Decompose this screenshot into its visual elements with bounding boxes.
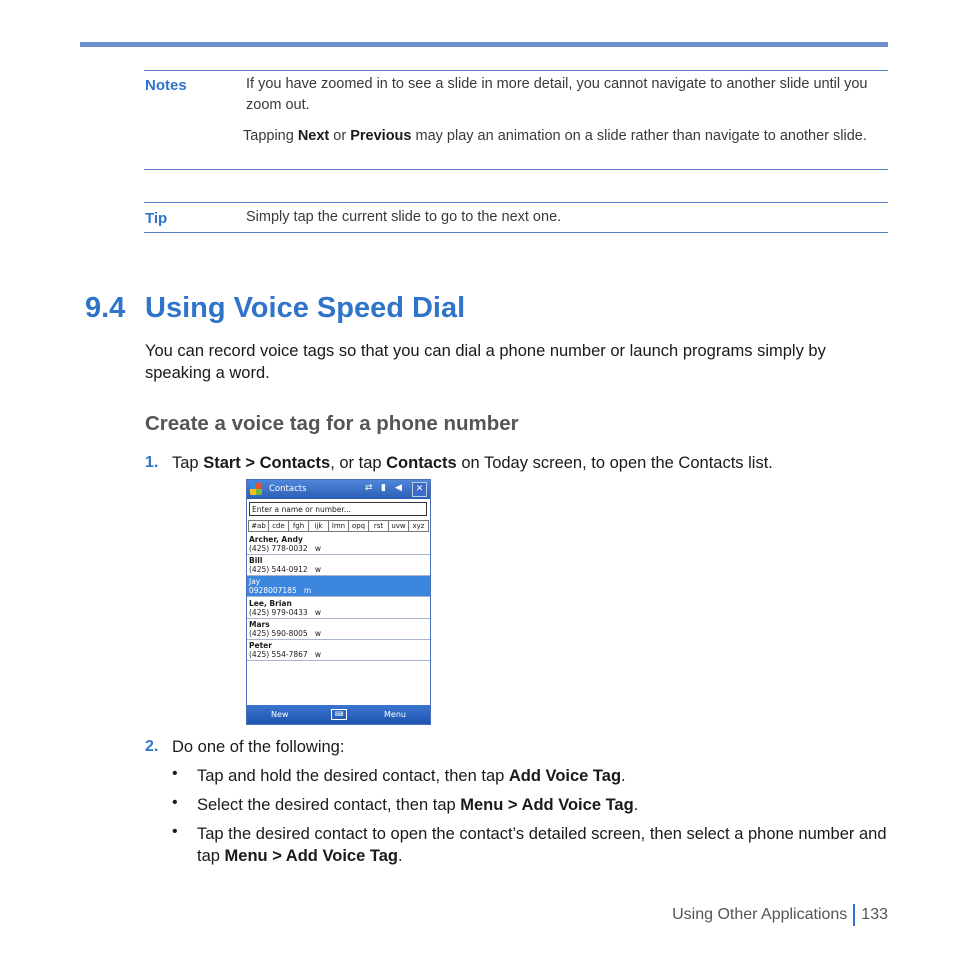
step-2-number: 2. [145,738,159,755]
alpha-tab: opq [349,520,369,532]
alpha-tab: rst [369,520,389,532]
alpha-tab: uvw [389,520,409,532]
notes-top-rule [144,70,888,71]
alpha-tab: ijk [309,520,329,532]
contact-row-selected: Jay 0928007185 m [247,576,430,597]
footer-section: Using Other Applications [672,906,848,924]
tip-bottom-rule [144,232,888,233]
section-title: Using Voice Speed Dial [145,292,466,324]
contact-row: Lee, Brian (425) 979-0433 w [247,598,430,619]
bullet-item-3: Tap the desired contact to open the contact’s detailed screen, then select a phone number and tap Menu > Add Voice Tag. [197,825,887,865]
alpha-tab: #ab [248,520,269,532]
header-rule [80,42,888,47]
phone-search-input: Enter a name or number... [249,502,427,516]
alpha-tab: cde [269,520,289,532]
bullet-item-1: Tap and hold the desired contact, then tap Add Voice Tag. [197,767,626,785]
footer-separator [853,904,855,926]
alpha-tab: xyz [409,520,429,532]
notes-bottom-rule [144,169,888,170]
tip-label: Tip [145,210,168,227]
phone-softkey-bar [247,705,430,724]
bullet-dot: • [172,794,178,811]
page-number: 133 [861,906,888,924]
notes-paragraph-1: If you have zoomed in to see a slide in more detail, you cannot navigate to another slide until you zoom out. [246,76,868,113]
connectivity-icon: ⇄ [365,483,373,493]
contact-row: Bill (425) 544-0912 w [247,555,430,576]
close-icon: ✕ [412,482,427,497]
section-number: 9.4 [85,292,126,324]
signal-icon: ▮ [381,483,386,493]
step-1-number: 1. [145,454,159,471]
tip-text: Simply tap the current slide to go to the next one. [246,209,562,225]
page-footer [672,904,888,926]
windows-start-icon [250,483,262,495]
keyboard-icon: ⌨ [331,709,347,720]
alpha-tab: lmn [329,520,349,532]
alpha-tab: fgh [289,520,309,532]
volume-icon: ◀ [395,483,402,493]
bullet-dot: • [172,823,178,840]
phone-title: Contacts [269,484,307,494]
alphabet-tabs [248,520,429,532]
new-softkey: New [271,710,289,719]
step-1-text: Tap Start > Contacts, or tap Contacts on Today screen, to open the Contacts list. [172,454,773,472]
bullet-item-2: Select the desired contact, then tap Menu > Add Voice Tag. [197,796,639,814]
section-heading [85,292,465,325]
contact-row: Archer, Andy (425) 778-0032 w [247,534,430,555]
phone-title-bar [247,480,430,499]
bullet-dot: • [172,765,178,782]
section-intro: You can record voice tags so that you can dial a phone number or launch programs simply by speaking a word. [145,342,826,382]
step-2-text: Do one of the following: [172,738,345,756]
contact-row: Peter (425) 554-7867 w [247,640,430,661]
notes-paragraph-2: Tapping Next or Previous may play an animation on a slide rather than navigate to another slide. [243,128,867,144]
tip-top-rule [144,202,888,203]
menu-softkey: Menu [384,710,406,719]
subheading: Create a voice tag for a phone number [145,412,519,435]
contact-row: Mars (425) 590-8005 w [247,619,430,640]
contacts-screenshot [246,479,431,725]
notes-label: Notes [145,77,187,94]
